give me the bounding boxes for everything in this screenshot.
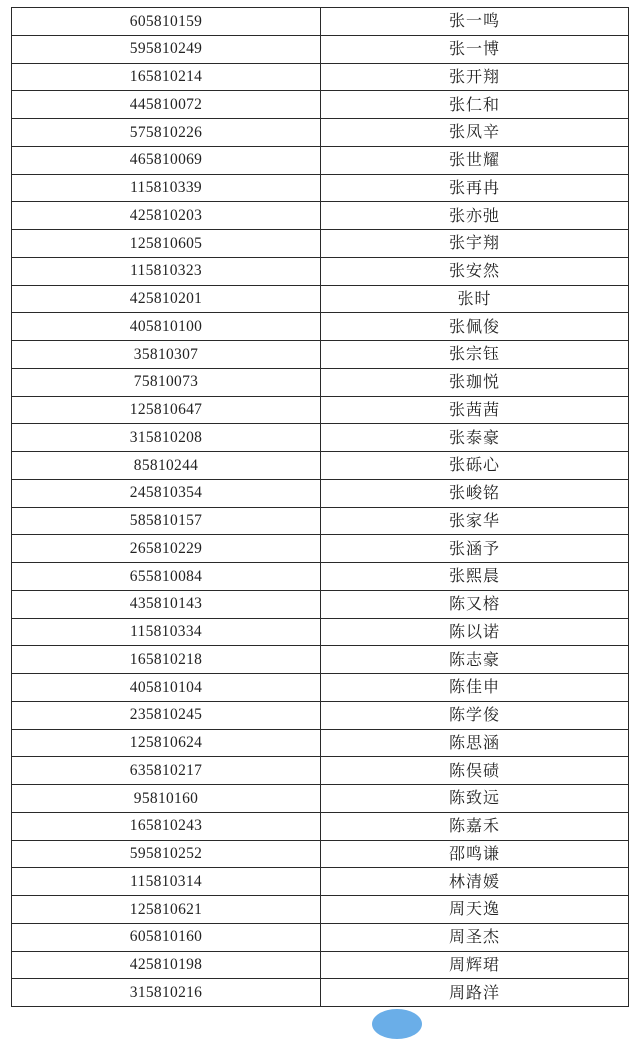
student-name-cell: 周天逸 <box>321 896 629 924</box>
student-name-cell: 陈又榕 <box>321 590 629 618</box>
student-id-cell: 635810217 <box>12 757 321 785</box>
table-row <box>12 341 629 369</box>
student-id-cell: 125810605 <box>12 230 321 258</box>
student-id-cell: 115810314 <box>12 868 321 896</box>
student-name-cell: 陈俣碛 <box>321 757 629 785</box>
table-row <box>12 757 629 785</box>
table-row <box>12 618 629 646</box>
table-row <box>12 230 629 258</box>
student-id-cell: 165810243 <box>12 812 321 840</box>
student-name-cell: 张涵予 <box>321 535 629 563</box>
page-mark-badge <box>372 1009 422 1039</box>
table-row <box>12 590 629 618</box>
student-id-cell: 655810084 <box>12 563 321 591</box>
table-row <box>12 840 629 868</box>
student-id-cell: 465810069 <box>12 146 321 174</box>
student-name-cell: 张宗钰 <box>321 341 629 369</box>
table-row <box>12 785 629 813</box>
student-name-cell: 张世耀 <box>321 146 629 174</box>
table-row <box>12 507 629 535</box>
student-id-cell: 315810208 <box>12 424 321 452</box>
student-id-cell: 165810214 <box>12 63 321 91</box>
student-id-cell: 405810100 <box>12 313 321 341</box>
table-row <box>12 535 629 563</box>
table-row <box>12 63 629 91</box>
student-id-cell: 115810323 <box>12 257 321 285</box>
student-name-cell: 陈致远 <box>321 785 629 813</box>
table-row <box>12 146 629 174</box>
student-name-cell: 张安然 <box>321 257 629 285</box>
student-name-cell: 陈志豪 <box>321 646 629 674</box>
table-row <box>12 285 629 313</box>
student-name-cell: 张熙晨 <box>321 563 629 591</box>
student-name-cell: 林清媛 <box>321 868 629 896</box>
student-id-cell: 235810245 <box>12 701 321 729</box>
student-name-cell: 陈嘉禾 <box>321 812 629 840</box>
table-row <box>12 812 629 840</box>
table-row <box>12 424 629 452</box>
table-row <box>12 202 629 230</box>
student-name-cell: 张一博 <box>321 35 629 63</box>
student-name-cell: 张佩俊 <box>321 313 629 341</box>
student-name-cell: 陈以诺 <box>321 618 629 646</box>
student-id-cell: 115810339 <box>12 174 321 202</box>
student-id-cell: 75810073 <box>12 368 321 396</box>
student-name-cell: 张茜茜 <box>321 396 629 424</box>
table-row <box>12 257 629 285</box>
student-id-cell: 165810218 <box>12 646 321 674</box>
table-row <box>12 563 629 591</box>
student-name-cell: 张亦弛 <box>321 202 629 230</box>
table-row <box>12 35 629 63</box>
table-row <box>12 368 629 396</box>
roster-body <box>12 8 629 1007</box>
student-id-cell: 265810229 <box>12 535 321 563</box>
student-name-cell: 张凤辛 <box>321 119 629 147</box>
student-id-cell: 575810226 <box>12 119 321 147</box>
student-id-cell: 605810159 <box>12 8 321 36</box>
student-name-cell: 周圣杰 <box>321 923 629 951</box>
table-row <box>12 174 629 202</box>
student-id-cell: 595810252 <box>12 840 321 868</box>
table-row <box>12 313 629 341</box>
table-row <box>12 701 629 729</box>
student-id-cell: 85810244 <box>12 452 321 480</box>
student-id-cell: 585810157 <box>12 507 321 535</box>
student-name-cell: 周辉珺 <box>321 951 629 979</box>
student-id-cell: 125810647 <box>12 396 321 424</box>
table-row <box>12 91 629 119</box>
student-name-cell: 陈佳申 <box>321 674 629 702</box>
student-id-cell: 95810160 <box>12 785 321 813</box>
student-id-cell: 35810307 <box>12 341 321 369</box>
student-name-cell: 张开翔 <box>321 63 629 91</box>
table-row <box>12 8 629 36</box>
student-name-cell: 张再冉 <box>321 174 629 202</box>
table-row <box>12 479 629 507</box>
student-id-cell: 115810334 <box>12 618 321 646</box>
student-name-cell: 邵鸣谦 <box>321 840 629 868</box>
table-row <box>12 979 629 1007</box>
student-id-cell: 245810354 <box>12 479 321 507</box>
table-row <box>12 674 629 702</box>
student-id-cell: 425810201 <box>12 285 321 313</box>
student-name-cell: 张宇翔 <box>321 230 629 258</box>
student-id-cell: 595810249 <box>12 35 321 63</box>
student-name-cell: 张仁和 <box>321 91 629 119</box>
student-name-cell: 周路洋 <box>321 979 629 1007</box>
table-row <box>12 729 629 757</box>
table-row <box>12 923 629 951</box>
student-id-cell: 405810104 <box>12 674 321 702</box>
student-name-cell: 张一鸣 <box>321 8 629 36</box>
student-name-cell: 张峻铭 <box>321 479 629 507</box>
student-id-cell: 605810160 <box>12 923 321 951</box>
table-row <box>12 396 629 424</box>
student-id-cell: 125810621 <box>12 896 321 924</box>
student-id-cell: 125810624 <box>12 729 321 757</box>
student-name-cell: 张泰豪 <box>321 424 629 452</box>
student-name-cell: 张珈悦 <box>321 368 629 396</box>
table-row <box>12 868 629 896</box>
table-row <box>12 119 629 147</box>
table-row <box>12 452 629 480</box>
student-name-cell: 陈学俊 <box>321 701 629 729</box>
student-name-cell: 张家华 <box>321 507 629 535</box>
roster-table <box>11 7 629 1007</box>
table-row <box>12 896 629 924</box>
table-row <box>12 951 629 979</box>
student-name-cell: 陈思涵 <box>321 729 629 757</box>
student-name-cell: 张时 <box>321 285 629 313</box>
table-row <box>12 646 629 674</box>
student-id-cell: 315810216 <box>12 979 321 1007</box>
student-id-cell: 425810198 <box>12 951 321 979</box>
student-id-cell: 435810143 <box>12 590 321 618</box>
student-name-cell: 张砾心 <box>321 452 629 480</box>
student-id-cell: 445810072 <box>12 91 321 119</box>
student-id-cell: 425810203 <box>12 202 321 230</box>
